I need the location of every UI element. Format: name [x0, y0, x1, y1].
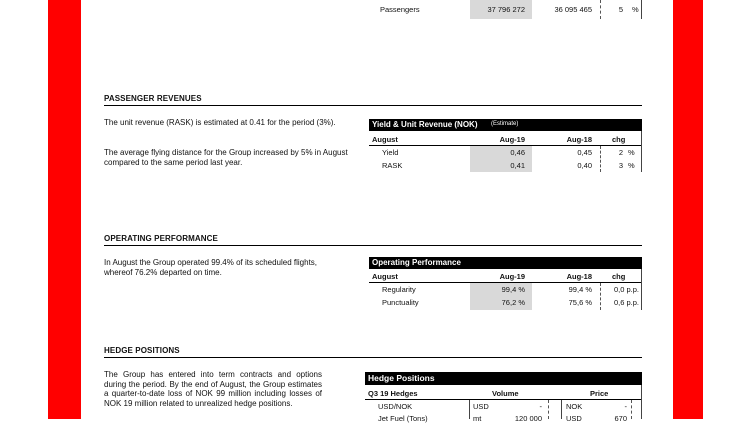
- passengers-chg: 5: [618, 5, 623, 14]
- rask-row-label: RASK: [382, 161, 403, 170]
- operating-performance-title: OPERATING PERFORMANCE: [104, 234, 218, 243]
- hedge-usdnok-vol-unit: USD: [473, 402, 489, 411]
- table-right-border: [641, 131, 642, 172]
- table-right-border: [641, 269, 642, 310]
- regularity-row-label: Regularity: [382, 285, 416, 294]
- divider: [469, 400, 470, 419]
- right-red-bar: [673, 0, 703, 419]
- passengers-value-aug19: 37 796 272: [487, 5, 525, 14]
- hedge-positions-title: HEDGE POSITIONS: [104, 346, 180, 355]
- rask-row-aug19: 0,41: [510, 161, 525, 170]
- yield-table-title-bar: [369, 119, 642, 131]
- yield-row-chg: 2: [618, 148, 623, 157]
- regularity-row-aug19: 99,4 %: [501, 285, 525, 294]
- section-rule: [104, 357, 642, 358]
- section-rule: [104, 105, 642, 106]
- operating-header-label: August: [372, 272, 398, 281]
- operating-table-title: Operating Performance: [372, 258, 461, 267]
- regularity-row-chg: 0,0 p.p.: [613, 285, 639, 294]
- rask-row-unit: %: [628, 161, 635, 170]
- hedge-jetfuel-price-unit: USD: [566, 414, 582, 423]
- yield-header-col1: Aug-19: [499, 135, 525, 144]
- hedge-usdnok-price-val: -: [624, 402, 627, 411]
- yield-header-label: August: [372, 135, 398, 144]
- hedge-jetfuel-label: Jet Fuel (Tons): [378, 414, 428, 423]
- hedge-table-title: Hedge Positions: [368, 373, 435, 383]
- table-right-border: [641, 0, 642, 19]
- hedge-header-price: Price: [590, 389, 609, 398]
- hedge-header-rule: [365, 399, 642, 400]
- divider: [631, 400, 632, 419]
- operating-table-title-bar: [369, 257, 642, 269]
- punctuality-row-aug19: 76,2 %: [501, 298, 525, 307]
- passenger-revenues-text-2: The average flying distance for the Group increased by 5% in August compared to the same period last year.: [104, 148, 348, 167]
- passenger-revenues-title: PASSENGER REVENUES: [104, 94, 202, 103]
- table-right-border: [641, 385, 642, 419]
- yield-header-col3: chg: [612, 135, 626, 144]
- hedge-usdnok-label: USD/NOK: [378, 402, 413, 411]
- passengers-label: Passengers: [380, 5, 420, 14]
- yield-row-unit: %: [628, 148, 635, 157]
- divider: [600, 0, 601, 19]
- punctuality-row-aug18: 75,6 %: [568, 298, 592, 307]
- hedge-usdnok-price-unit: NOK: [566, 402, 583, 411]
- regularity-row-aug18: 99,4 %: [568, 285, 592, 294]
- yield-header-col2: Aug-18: [566, 135, 592, 144]
- divider: [548, 400, 549, 419]
- hedge-header-label: Q3 19 Hedges: [368, 389, 418, 398]
- operating-header-col1: Aug-19: [499, 272, 525, 281]
- left-red-bar: [48, 0, 81, 419]
- hedge-jetfuel-vol-val: 120 000: [514, 414, 542, 423]
- hedge-header-volume: Volume: [492, 389, 519, 398]
- hedge-usdnok-vol-val: -: [539, 402, 542, 411]
- operating-header-col2: Aug-18: [566, 272, 592, 281]
- operating-header-col3: chg: [612, 272, 626, 281]
- yield-row-aug18: 0,45: [577, 148, 592, 157]
- hedge-jetfuel-price-val: 670: [614, 414, 627, 423]
- hedge-table-title-bar: [365, 372, 642, 385]
- divider: [600, 283, 601, 310]
- passengers-chg-unit: %: [632, 5, 639, 14]
- divider: [561, 400, 562, 419]
- rask-row-aug18: 0,40: [577, 161, 592, 170]
- punctuality-row-label: Punctuality: [382, 298, 419, 307]
- yield-row-label: Yield: [382, 148, 399, 157]
- yield-table-title-note: (Estimate): [491, 121, 519, 127]
- yield-row-aug19: 0,46: [510, 148, 525, 157]
- hedge-jetfuel-vol-unit: mt: [473, 414, 482, 423]
- section-rule: [104, 245, 642, 246]
- punctuality-row-chg: 0,6 p.p.: [613, 298, 639, 307]
- divider: [600, 146, 601, 172]
- rask-row-chg: 3: [618, 161, 623, 170]
- passenger-revenues-text-1: The unit revenue (RASK) is estimated at 0.41 for the period (3%).: [104, 118, 336, 127]
- operating-performance-text: In August the Group operated 99.4% of its scheduled flights, whereof 76.2% departed on time.: [104, 258, 318, 277]
- yield-table-title: Yield & Unit Revenue (NOK): [372, 120, 478, 129]
- hedge-positions-text: The Group has entered into term contracts and options during the period. By the end of August, the Group estimates a quarter-to-date loss of NOK 99 million including losses of NOK 19 million related to unrealized hedge positions.: [104, 370, 322, 408]
- passengers-value-aug18: 36 095 465: [554, 5, 592, 14]
